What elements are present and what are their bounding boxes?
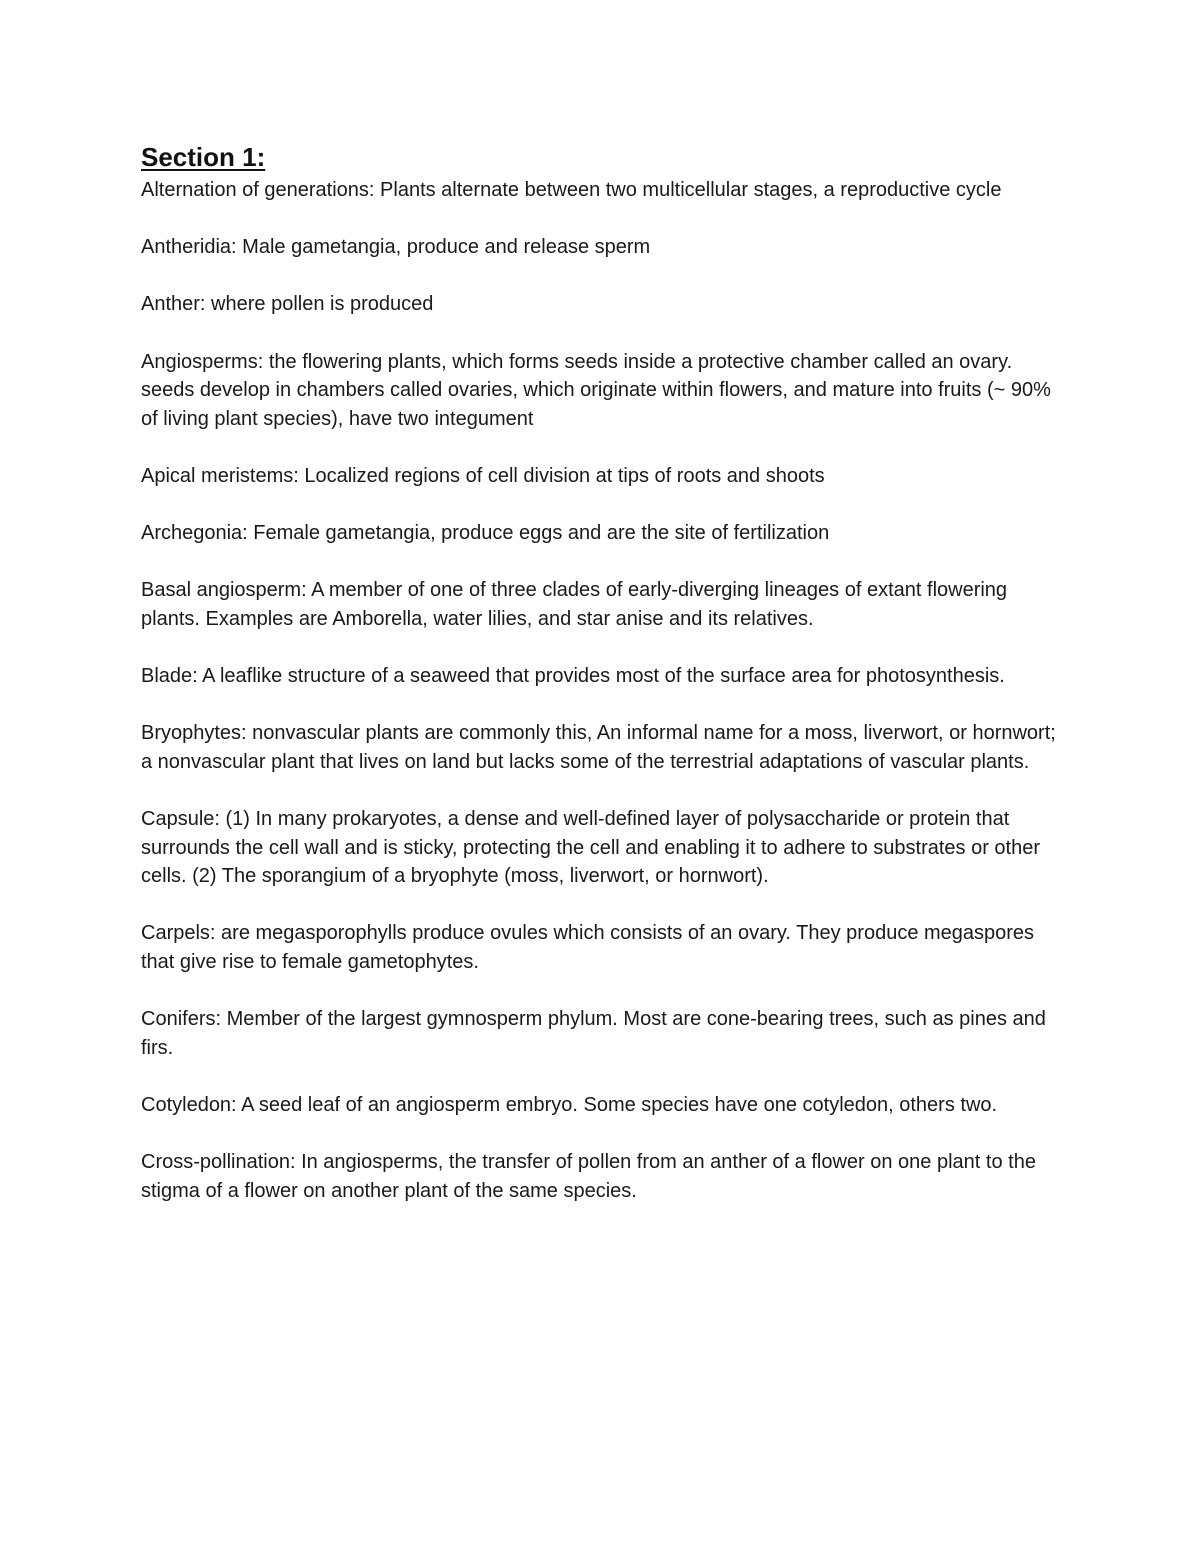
glossary-entry-anther: Anther: where pollen is produced (141, 293, 434, 316)
glossary-entry-carpels: Carpels: are megasporophylls produce ovules which consists of an ovary. They produce megaspores that give rise to female gametophytes. (141, 922, 1035, 974)
glossary-entry-angiosperms: Angiosperms: the flowering plants, which forms seeds inside a protective chamber called an ovary. seeds develop in chambers called ovaries, which originate within flowers, and mature into fruits (~ 90% of living plant species), have two integument (141, 350, 1051, 430)
glossary-entry-alternation-of-generations: Alternation of generations: Plants alternate between two multicellular stages, a reproductive cycle (141, 179, 1002, 201)
glossary-entry-conifers: Conifers: Member of the largest gymnosperm phylum. Most are cone-bearing trees, such as pines and firs. (141, 1008, 1046, 1059)
glossary-entry-antheridia: Antheridia: Male gametangia, produce and release sperm (141, 236, 651, 259)
glossary-entry-bryophytes: Bryophytes: nonvascular plants are commonly this, An informal name for a moss, liverwort, or hornwort; a nonvascular plant that lives on land but lacks some of the terrestrial adaptations of vascular plants. (141, 722, 1056, 773)
glossary-entry-cross-pollination: Cross-pollination: In angiosperms, the transfer of pollen from an anther of a flower on one plant to the stigma of a flower on another plant of the same species. (141, 1151, 1036, 1202)
section-heading: Section 1: (141, 142, 266, 172)
document-page (141, 140, 1071, 1234)
glossary-entry-cotyledon: Cotyledon: A seed leaf of an angiosperm embryo. Some species have one cotyledon, others two. (141, 1094, 998, 1116)
glossary-entry-apical-meristems: Apical meristems: Localized regions of cell division at tips of roots and shoots (141, 464, 825, 487)
glossary-entry-capsule: Capsule: (1) In many prokaryotes, a dense and well-defined layer of polysaccharide or protein that surrounds the cell wall and is sticky, protecting the cell and enabling it to adhere to substrates or other cells. (2) The sporangium of a bryophyte (moss, liverwort, or hornwort). (141, 808, 1041, 888)
glossary-entry-archegonia: Archegonia: Female gametangia, produce eggs and are the site of fertilization (141, 522, 830, 545)
glossary-entry-blade: Blade: A leaflike structure of a seaweed that provides most of the surface area for photosynthesis. (141, 665, 1005, 688)
glossary-entry-basal-angiosperm: Basal angiosperm: A member of one of three clades of early-diverging lineages of extant flowering plants. Examples are Amborella, water lilies, and star anise and its relatives. (141, 579, 1008, 630)
